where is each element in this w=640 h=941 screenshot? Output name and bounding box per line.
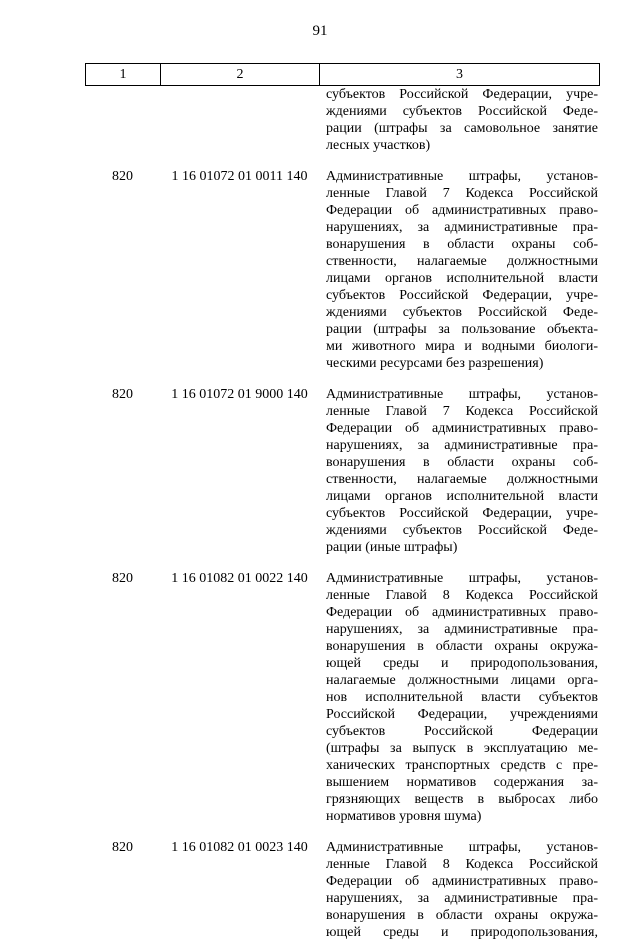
admin-code-cell: 820 (112, 571, 133, 586)
description-line: нов исполнительной власти субъектов (326, 690, 598, 705)
description-line: ственности, налагаемые должностными (326, 472, 598, 487)
description-line: лицами органов исполнительной власти (326, 271, 598, 286)
description-line: лицами органов исполнительной власти (326, 489, 598, 504)
description-line: налагаемые должностными лицами орга- (326, 673, 598, 688)
table-row (85, 86, 600, 154)
description-line: Административные штрафы, установ- (326, 571, 598, 586)
description-line: вонарушения в области охраны соб- (326, 455, 598, 470)
description-line: (штрафы за выпуск в эксплуатацию ме- (326, 741, 598, 756)
table-header (85, 63, 600, 86)
description-cell (319, 839, 600, 941)
budget-code-cell: 1 16 01072 01 9000 140 (171, 387, 308, 402)
description-line: Административные штрафы, установ- (326, 169, 598, 184)
description-line: Федерации об административных право- (326, 203, 598, 218)
admin-code-cell: 820 (112, 387, 133, 402)
description-line: нарушениях, за административные пра- (326, 891, 598, 906)
description-line: вонарушения в области охраны окружа- (326, 639, 598, 654)
table-row (85, 570, 600, 825)
description-line: Федерации об административных право- (326, 605, 598, 620)
description-line: вонарушения в области охраны соб- (326, 237, 598, 252)
description-cell (319, 86, 600, 154)
description-line: ждениями субъектов Российской Феде- (326, 523, 598, 538)
description-cell (319, 168, 600, 372)
description-cell (319, 386, 600, 556)
description-line: вышением нормативов содержания за- (326, 775, 598, 790)
description-line: нормативов уровня шума) (326, 809, 482, 824)
description-line: нарушениях, за административные пра- (326, 220, 598, 235)
header-col-1: 1 (86, 64, 161, 85)
header-col-2: 2 (161, 64, 320, 85)
description-line: ждениями субъектов Российской Феде- (326, 104, 598, 119)
description-line: нарушениях, за административные пра- (326, 622, 598, 637)
budget-code-cell: 1 16 01082 01 0023 140 (171, 840, 308, 855)
table-row (85, 168, 600, 372)
description-line: ми животного мира и водными биологи- (326, 339, 598, 354)
admin-code-cell: 820 (112, 840, 133, 855)
description-line: субъектов Российской Федерации (326, 724, 598, 739)
description-line: ленные Главой 7 Кодекса Российской (326, 186, 598, 201)
description-line: ленные Главой 8 Кодекса Российской (326, 857, 598, 872)
description-line: рации (иные штрафы) (326, 540, 458, 555)
description-line: субъектов Российской Федерации, учре- (326, 288, 598, 303)
description-line: ческими ресурсами без разрешения) (326, 356, 544, 371)
description-line: ющей среды и природопользования, (326, 656, 598, 671)
description-cell (319, 570, 600, 825)
description-line: Административные штрафы, установ- (326, 840, 598, 855)
description-line: ющей среды и природопользования, (326, 925, 598, 940)
description-line: Федерации об административных право- (326, 874, 598, 889)
table-row (85, 386, 600, 556)
description-line: грязняющих веществ в выбросах либо (326, 792, 598, 807)
admin-code-cell: 820 (112, 169, 133, 184)
description-line: рации (штрафы за самовольное занятие (326, 121, 598, 136)
description-line: ленные Главой 8 Кодекса Российской (326, 588, 598, 603)
description-line: ственности, налагаемые должностными (326, 254, 598, 269)
description-line: рации (штрафы за пользование объекта- (326, 322, 598, 337)
page-number: 91 (312, 23, 328, 39)
table-row (85, 839, 600, 941)
table-body (85, 86, 600, 941)
description-line: субъектов Российской Федерации, учре- (326, 87, 598, 102)
description-line: лесных участков) (326, 138, 431, 153)
description-line: ленные Главой 7 Кодекса Российской (326, 404, 598, 419)
description-line: субъектов Российской Федерации, учре- (326, 506, 598, 521)
description-line: ждениями субъектов Российской Феде- (326, 305, 598, 320)
description-line: Российской Федерации, учреждениями (326, 707, 598, 722)
budget-code-cell: 1 16 01082 01 0022 140 (171, 571, 308, 586)
description-line: ханических транспортных средств с пре- (326, 758, 598, 773)
description-line: нарушениях, за административные пра- (326, 438, 598, 453)
budget-code-cell: 1 16 01072 01 0011 140 (171, 169, 308, 184)
description-line: Федерации об административных право- (326, 421, 598, 436)
header-col-3: 3 (456, 66, 463, 82)
description-line: вонарушения в области охраны окружа- (326, 908, 598, 923)
description-line: Административные штрафы, установ- (326, 387, 598, 402)
